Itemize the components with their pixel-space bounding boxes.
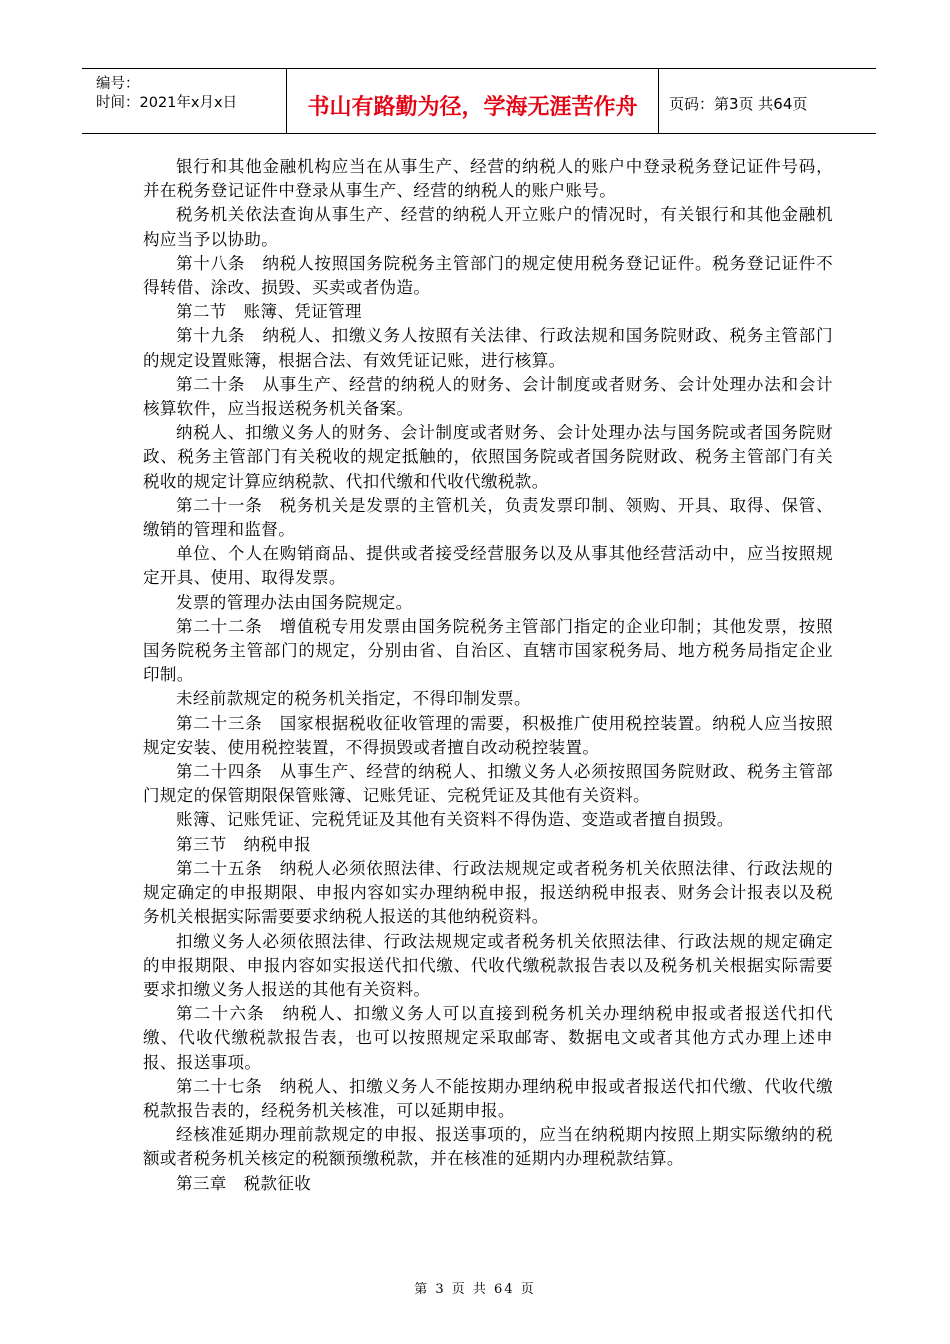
paragraph: 经核准延期办理前款规定的申报、报送事项的，应当在纳税期内按照上期实际缴纳的税额或者税务机关核定的税额预缴税款，并在核准的延期内办理税款结算。 — [143, 1125, 833, 1169]
paragraph: 扣缴义务人必须依照法律、行政法规规定或者税务机关依照法律、行政法规的规定确定的申报期限、申报内容如实报送代扣代缴、代收代缴税款报告表以及税务机关根据实际需要要求扣缴义务人报送的其他有关资料。 — [143, 931, 833, 999]
paragraph: 第十八条 纳税人按照国务院税务主管部门的规定使用税务登记证件。税务登记证件不得转借、涂改、损毁、买卖或者伪造。 — [143, 253, 833, 298]
document-body — [143, 155, 833, 1196]
paragraph: 银行和其他金融机构应当在从事生产、经营的纳税人的账户中登录税务登记证件号码，并在税务登记证件中登录从事生产、经营的纳税人的账户账号。 — [143, 157, 833, 201]
document-header — [82, 68, 876, 134]
paragraph: 第二十三条 国家根据税收征收管理的需要，积极推广使用税控装置。纳税人应当按照规定安装、使用税控装置，不得损毁或者擅自改动税控装置。 — [143, 713, 833, 757]
document-time-label: 时间：2021年x月x日 — [96, 95, 238, 111]
paragraph: 第二十条 从事生产、经营的纳税人的财务、会计制度或者财务、会计处理办法和会计核算软件，应当报送税务机关备案。 — [143, 374, 833, 419]
paragraph: 第二十一条 税务机关是发票的主管机关，负责发票印制、领购、开具、取得、保管、缴销的管理和监督。 — [143, 495, 833, 540]
paragraph: 单位、个人在购销商品、提供或者接受经营服务以及从事其他经营活动中，应当按照规定开具、使用、取得发票。 — [143, 544, 833, 588]
paragraph: 第十九条 纳税人、扣缴义务人按照有关法律、行政法规和国务院财政、税务主管部门的规定设置账簿，根据合法、有效凭证记账，进行核算。 — [143, 326, 833, 370]
paragraph: 第二十五条 纳税人必须依照法律、行政法规规定或者税务机关依照法律、行政法规的规定确定的申报期限、申报内容如实办理纳税申报，报送纳税申报表、财务会计报表以及税务机关根据实际需要要求纳税人报送的其他纳税资料。 — [143, 858, 833, 927]
paragraph: 第二十七条 纳税人、扣缴义务人不能按期办理纳税申报或者报送代扣代缴、代收代缴税款报告表的，经税务机关核准，可以延期申报。 — [143, 1076, 833, 1120]
paragraph: 第二十六条 纳税人、扣缴义务人可以直接到税务机关办理纳税申报或者报送代扣代缴、代收代缴税款报告表，也可以按照规定采取邮寄、数据电文或者其他方式办理上述申报、报送事项。 — [143, 1004, 833, 1072]
section-heading: 第二节 账簿、凭证管理 — [176, 302, 362, 322]
paragraph: 发票的管理办法由国务院规定。 — [176, 592, 413, 612]
paragraph: 账簿、记账凭证、完税凭证及其他有关资料不得伪造、变造或者擅自损毁。 — [176, 810, 734, 830]
paragraph: 第二十四条 从事生产、经营的纳税人、扣缴义务人必须按照国务院财政、税务主管部门规定的保管期限保管账簿、记账凭证、完税凭证及其他有关资料。 — [143, 762, 833, 806]
paragraph: 第二十二条 增值税专用发票由国务院税务主管部门指定的企业印制；其他发票，按照国务院税务主管部门的规定，分别由省、自治区、直辖市国家税务局、地方税务局指定企业印制。 — [143, 616, 833, 685]
header-page-number: 页码：第3页 共64页 — [669, 94, 808, 113]
document-number-label: 编号： — [96, 76, 140, 92]
chapter-heading: 第三章 税款征收 — [176, 1173, 312, 1193]
section-heading: 第三节 纳税申报 — [176, 834, 312, 854]
paragraph: 未经前款规定的税务机关指定，不得印制发票。 — [176, 689, 531, 709]
paragraph: 税务机关依法查询从事生产、经营的纳税人开立账户的情况时，有关银行和其他金融机构应当予以协助。 — [143, 205, 833, 249]
header-meta-cell — [82, 69, 287, 133]
header-motto: 书山有路勤为径，学海无涯苦作舟 — [287, 69, 659, 133]
paragraph: 纳税人、扣缴义务人的财务、会计制度或者财务、会计处理办法与国务院或者国务院财政、税务主管部门有关税收的规定抵触的，依照国务院或者国务院财政、税务主管部门有关税收的规定计算应纳税款、代扣代缴和代收代缴税款。 — [143, 423, 833, 491]
page-footer: 第 3 页 共 64 页 — [414, 1282, 536, 1297]
